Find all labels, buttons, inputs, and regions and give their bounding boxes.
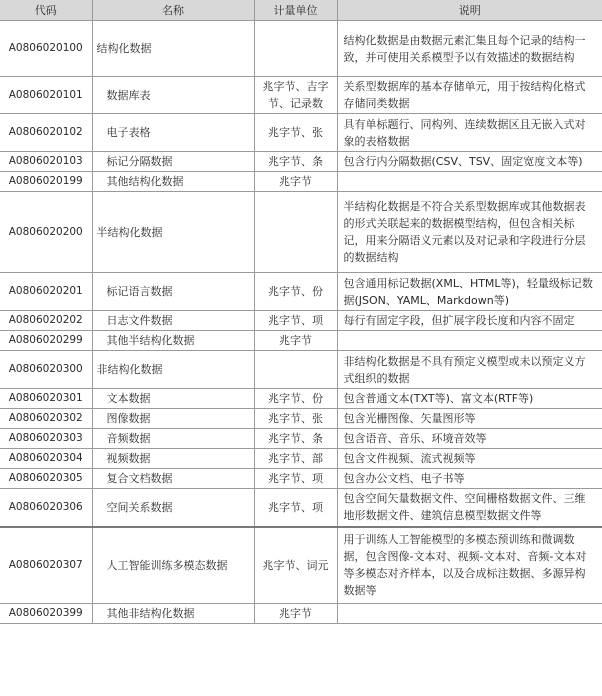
unit-cell: 兆字节、份	[254, 273, 337, 311]
code-cell: A0806020102	[0, 114, 92, 152]
unit-cell: 兆字节、词元	[254, 527, 337, 604]
code-cell: A0806020101	[0, 77, 92, 114]
table-row	[0, 311, 602, 331]
name-cell: 标记语言数据	[92, 273, 254, 311]
unit-cell: 兆字节	[254, 172, 337, 192]
code-cell: A0806020300	[0, 351, 92, 389]
desc-cell: 包含办公文档、电子书等	[337, 469, 602, 489]
name-cell: 其他半结构化数据	[92, 331, 254, 351]
name-cell: 音频数据	[92, 429, 254, 449]
unit-cell: 兆字节	[254, 331, 337, 351]
name-cell: 空间关系数据	[92, 489, 254, 527]
unit-cell: 兆字节	[254, 604, 337, 624]
unit-cell: 兆字节、张	[254, 114, 337, 152]
name-cell: 其他非结构化数据	[92, 604, 254, 624]
code-cell: A0806020307	[0, 527, 92, 604]
table-body	[0, 21, 602, 624]
unit-cell: 兆字节、项	[254, 469, 337, 489]
code-cell: A0806020301	[0, 389, 92, 409]
name-cell: 复合文档数据	[92, 469, 254, 489]
header-unit: 计量单位	[254, 0, 337, 21]
name-cell: 文本数据	[92, 389, 254, 409]
desc-cell: 包含普通文本(TXT等)、富文本(RTF等)	[337, 389, 602, 409]
table-row	[0, 21, 602, 77]
header-row	[0, 0, 602, 21]
code-cell: A0806020202	[0, 311, 92, 331]
desc-cell: 包含语音、音乐、环境音效等	[337, 429, 602, 449]
table-row	[0, 331, 602, 351]
desc-cell: 包含通用标记数据(XML、HTML等)，轻量级标记数据(JSON、YAML、Markdown等)	[337, 273, 602, 311]
name-cell: 半结构化数据	[92, 192, 254, 273]
header-desc: 说明	[337, 0, 602, 21]
code-cell: A0806020304	[0, 449, 92, 469]
name-cell: 日志文件数据	[92, 311, 254, 331]
name-cell: 数据库表	[92, 77, 254, 114]
code-cell: A0806020100	[0, 21, 92, 77]
unit-cell	[254, 192, 337, 273]
name-cell: 图像数据	[92, 409, 254, 429]
table-row	[0, 409, 602, 429]
unit-cell: 兆字节、份	[254, 389, 337, 409]
header-code: 代码	[0, 0, 92, 21]
code-cell: A0806020305	[0, 469, 92, 489]
desc-cell: 结构化数据是由数据元素汇集且每个记录的结构一致，并可使用关系模型予以有效描述的数据结构	[337, 21, 602, 77]
code-cell: A0806020399	[0, 604, 92, 624]
unit-cell: 兆字节、条	[254, 429, 337, 449]
table-row	[0, 152, 602, 172]
name-cell: 标记分隔数据	[92, 152, 254, 172]
desc-cell	[337, 172, 602, 192]
desc-cell: 包含文件视频、流式视频等	[337, 449, 602, 469]
desc-cell: 非结构化数据是不具有预定义模型或未以预定义方式组织的数据	[337, 351, 602, 389]
desc-cell: 包含行内分隔数据(CSV、TSV、固定宽度文本等)	[337, 152, 602, 172]
table-row	[0, 77, 602, 114]
name-cell: 结构化数据	[92, 21, 254, 77]
unit-cell: 兆字节、项	[254, 489, 337, 527]
header-name: 名称	[92, 0, 254, 21]
desc-cell: 具有单标题行、同构列、连续数据区且无嵌入式对象的表格数据	[337, 114, 602, 152]
desc-cell: 半结构化数据是不符合关系型数据库或其他数据表的形式关联起来的数据模型结构，但包含相关标记，用来分隔语义元素以及对记录和字段进行分层的数据结构	[337, 192, 602, 273]
name-cell: 人工智能训练多模态数据	[92, 527, 254, 604]
desc-cell: 包含光栅图像、矢量图形等	[337, 409, 602, 429]
code-cell: A0806020303	[0, 429, 92, 449]
code-cell: A0806020201	[0, 273, 92, 311]
table-row	[0, 489, 602, 527]
name-cell: 电子表格	[92, 114, 254, 152]
code-cell: A0806020302	[0, 409, 92, 429]
table-row	[0, 449, 602, 469]
table-row	[0, 114, 602, 152]
table-row	[0, 389, 602, 409]
name-cell: 其他结构化数据	[92, 172, 254, 192]
table-row	[0, 351, 602, 389]
table-row	[0, 273, 602, 311]
unit-cell: 兆字节、条	[254, 152, 337, 172]
code-cell: A0806020199	[0, 172, 92, 192]
name-cell: 视频数据	[92, 449, 254, 469]
code-cell: A0806020200	[0, 192, 92, 273]
code-cell: A0806020299	[0, 331, 92, 351]
unit-cell	[254, 351, 337, 389]
desc-cell: 包含空间矢量数据文件、空间栅格数据文件、三维地形数据文件、建筑信息模型数据文件等	[337, 489, 602, 527]
desc-cell: 用于训练人工智能模型的多模态预训练和微调数据，包含图像-文本对、视频-文本对、音频-文本对等多模态对齐样本，以及合成标注数据、多源异构数据等	[337, 527, 602, 604]
table-row	[0, 429, 602, 449]
desc-cell	[337, 331, 602, 351]
unit-cell: 兆字节、项	[254, 311, 337, 331]
unit-cell: 兆字节、张	[254, 409, 337, 429]
table-row	[0, 527, 602, 604]
table-row	[0, 192, 602, 273]
unit-cell: 兆字节、吉字节、记录数	[254, 77, 337, 114]
table-row	[0, 172, 602, 192]
desc-cell: 关系型数据库的基本存储单元，用于按结构化格式存储同类数据	[337, 77, 602, 114]
desc-cell: 每行有固定字段，但扩展字段长度和内容不固定	[337, 311, 602, 331]
code-cell: A0806020103	[0, 152, 92, 172]
code-cell: A0806020306	[0, 489, 92, 527]
desc-cell	[337, 604, 602, 624]
unit-cell: 兆字节、部	[254, 449, 337, 469]
unit-cell	[254, 21, 337, 77]
table-row	[0, 604, 602, 624]
name-cell: 非结构化数据	[92, 351, 254, 389]
table-row	[0, 469, 602, 489]
